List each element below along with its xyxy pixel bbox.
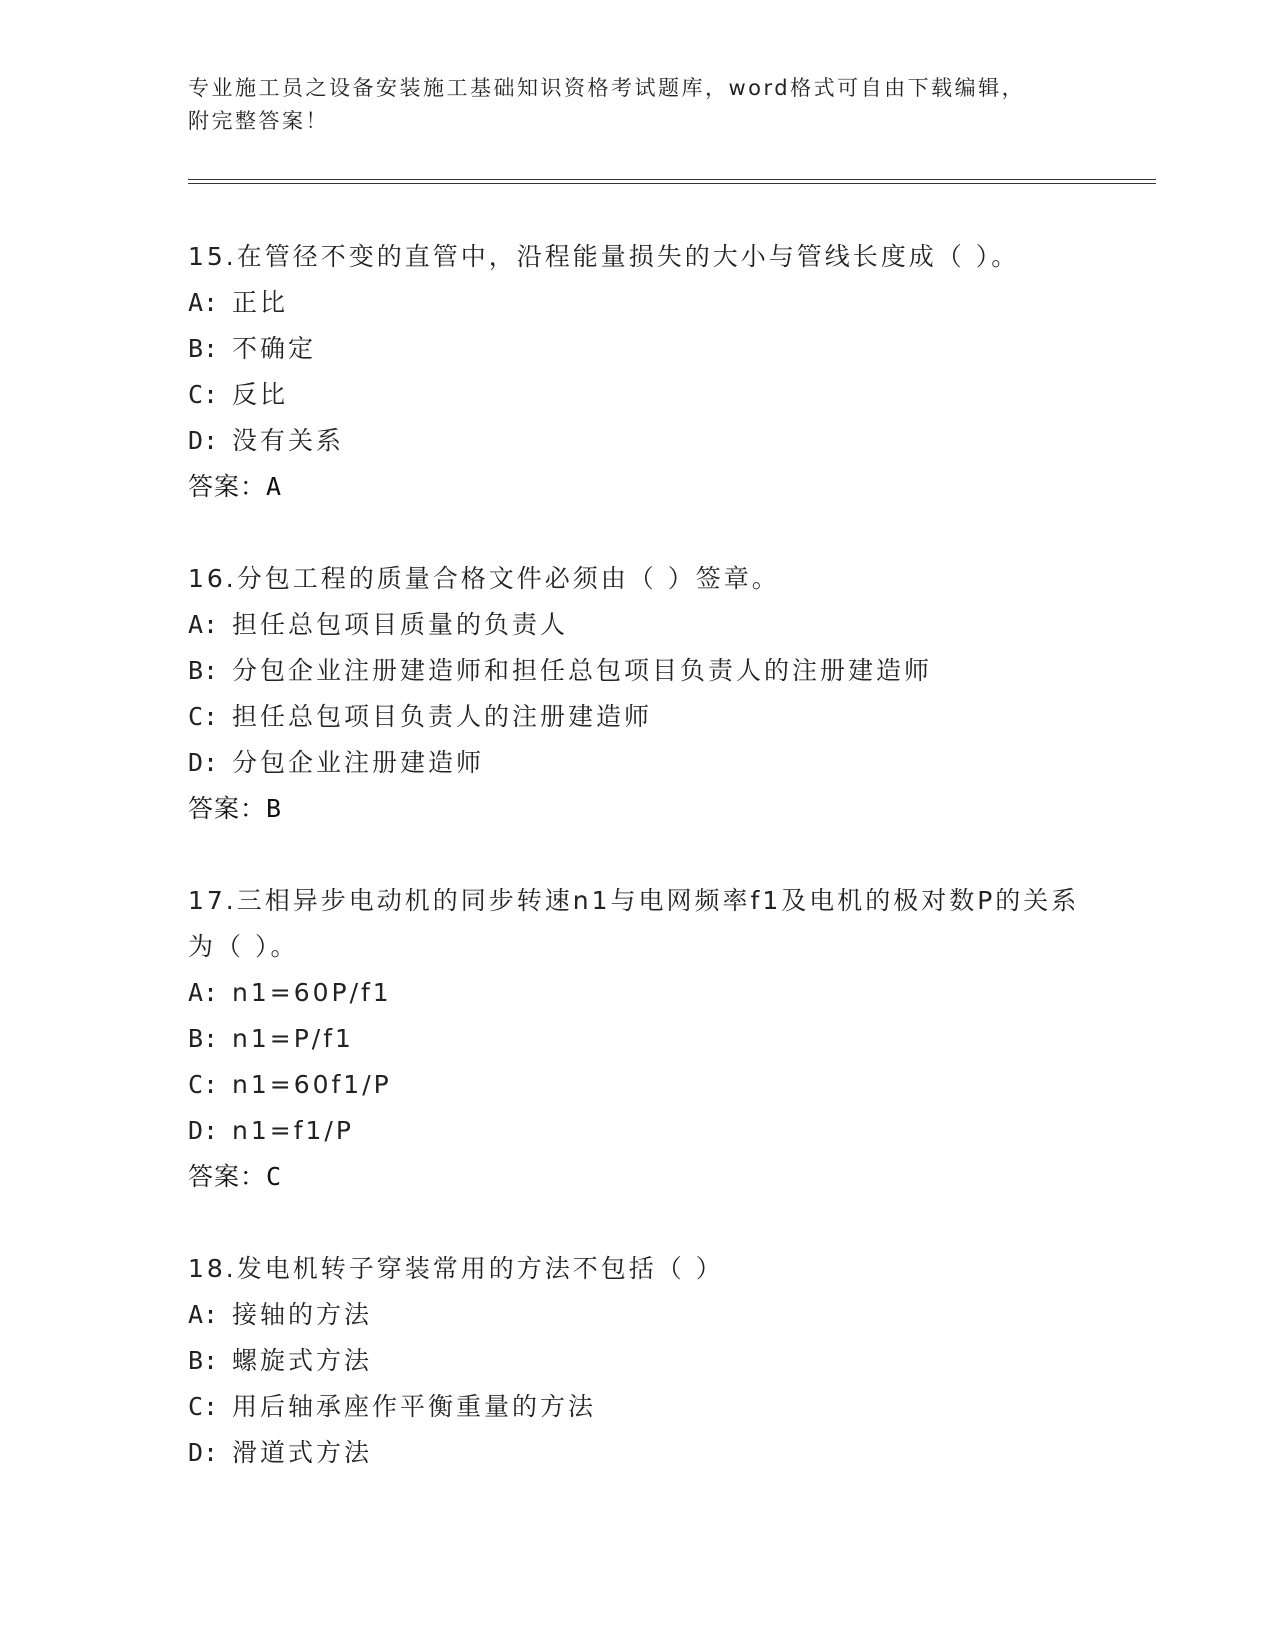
option-d — [188, 1108, 1088, 1154]
header-divider-bottom — [188, 183, 1156, 184]
option-c — [188, 694, 1088, 740]
question-stem: 分包工程的质量合格文件必须由（ ）签章。 — [236, 564, 780, 593]
question-16 — [188, 556, 1088, 832]
option-b — [188, 1338, 1088, 1384]
header-line-1: 专业施工员之设备安装施工基础知识资格考试题库，word格式可自由下载编辑， — [188, 76, 1026, 100]
option-label: A: — [188, 288, 219, 317]
option-label: C: — [188, 1070, 219, 1099]
option-c — [188, 372, 1088, 418]
option-text: 不确定 — [232, 334, 317, 363]
answer-label: 答案： — [188, 1162, 267, 1191]
answer-label: 答案： — [188, 794, 267, 823]
document-header — [188, 72, 1068, 138]
answer-label: 答案： — [188, 472, 267, 501]
option-d — [188, 418, 1088, 464]
question-stem: 发电机转子穿装常用的方法不包括（ ） — [236, 1254, 724, 1283]
option-text: n1=60f1/P — [232, 1070, 392, 1099]
option-label: C: — [188, 380, 219, 409]
question-stem: 三相异步电动机的同步转速n1与电网频率f1及电机的极对数P的关系为（ ）。 — [188, 886, 1080, 961]
option-a — [188, 602, 1088, 648]
header-line-2: 附完整答案！ — [188, 109, 329, 133]
option-label: D: — [188, 1438, 219, 1467]
option-label: B: — [188, 656, 219, 685]
option-label: D: — [188, 748, 219, 777]
option-a — [188, 1292, 1088, 1338]
option-d — [188, 740, 1088, 786]
question-list — [188, 234, 1088, 1522]
option-a — [188, 280, 1088, 326]
option-b — [188, 648, 1088, 694]
question-17 — [188, 878, 1088, 1200]
question-number: 16. — [188, 564, 237, 593]
option-text: 没有关系 — [232, 426, 345, 455]
question-text — [188, 234, 1088, 280]
answer-value: B — [266, 794, 283, 823]
option-text: 反比 — [232, 380, 289, 409]
option-b — [188, 326, 1088, 372]
option-text: 用后轴承座作平衡重量的方法 — [232, 1392, 597, 1421]
option-text: 担任总包项目质量的负责人 — [232, 610, 569, 639]
answer-line — [188, 1154, 1088, 1200]
option-text: 正比 — [232, 288, 289, 317]
option-text: 螺旋式方法 — [232, 1346, 373, 1375]
answer-value: A — [266, 472, 283, 501]
question-text — [188, 878, 1088, 970]
question-text — [188, 556, 1088, 602]
question-number: 15. — [188, 242, 237, 271]
question-number: 18. — [188, 1254, 237, 1283]
question-number: 17. — [188, 886, 237, 915]
option-text: n1=P/f1 — [232, 1024, 354, 1053]
option-label: D: — [188, 426, 219, 455]
option-text: n1=60P/f1 — [232, 978, 392, 1007]
option-label: A: — [188, 1300, 219, 1329]
option-text: n1=f1/P — [232, 1116, 354, 1145]
question-15 — [188, 234, 1088, 510]
option-label: B: — [188, 334, 219, 363]
option-label: B: — [188, 1024, 219, 1053]
option-d — [188, 1430, 1088, 1476]
option-label: C: — [188, 702, 219, 731]
option-c — [188, 1062, 1088, 1108]
option-a — [188, 970, 1088, 1016]
option-label: D: — [188, 1116, 219, 1145]
option-b — [188, 1016, 1088, 1062]
answer-value: C — [266, 1162, 283, 1191]
question-text — [188, 1246, 1088, 1292]
option-c — [188, 1384, 1088, 1430]
question-18 — [188, 1246, 1088, 1476]
question-stem: 在管径不变的直管中，沿程能量损失的大小与管线长度成（ ）。 — [236, 242, 1020, 271]
answer-line — [188, 786, 1088, 832]
option-label: B: — [188, 1346, 219, 1375]
option-text: 担任总包项目负责人的注册建造师 — [232, 702, 653, 731]
answer-line — [188, 464, 1088, 510]
option-text: 分包企业注册建造师和担任总包项目负责人的注册建造师 — [232, 656, 933, 685]
option-label: C: — [188, 1392, 219, 1421]
option-text: 滑道式方法 — [232, 1438, 373, 1467]
option-label: A: — [188, 610, 219, 639]
option-text: 接轴的方法 — [232, 1300, 373, 1329]
option-label: A: — [188, 978, 219, 1007]
option-text: 分包企业注册建造师 — [232, 748, 485, 777]
header-divider-top — [188, 179, 1156, 180]
